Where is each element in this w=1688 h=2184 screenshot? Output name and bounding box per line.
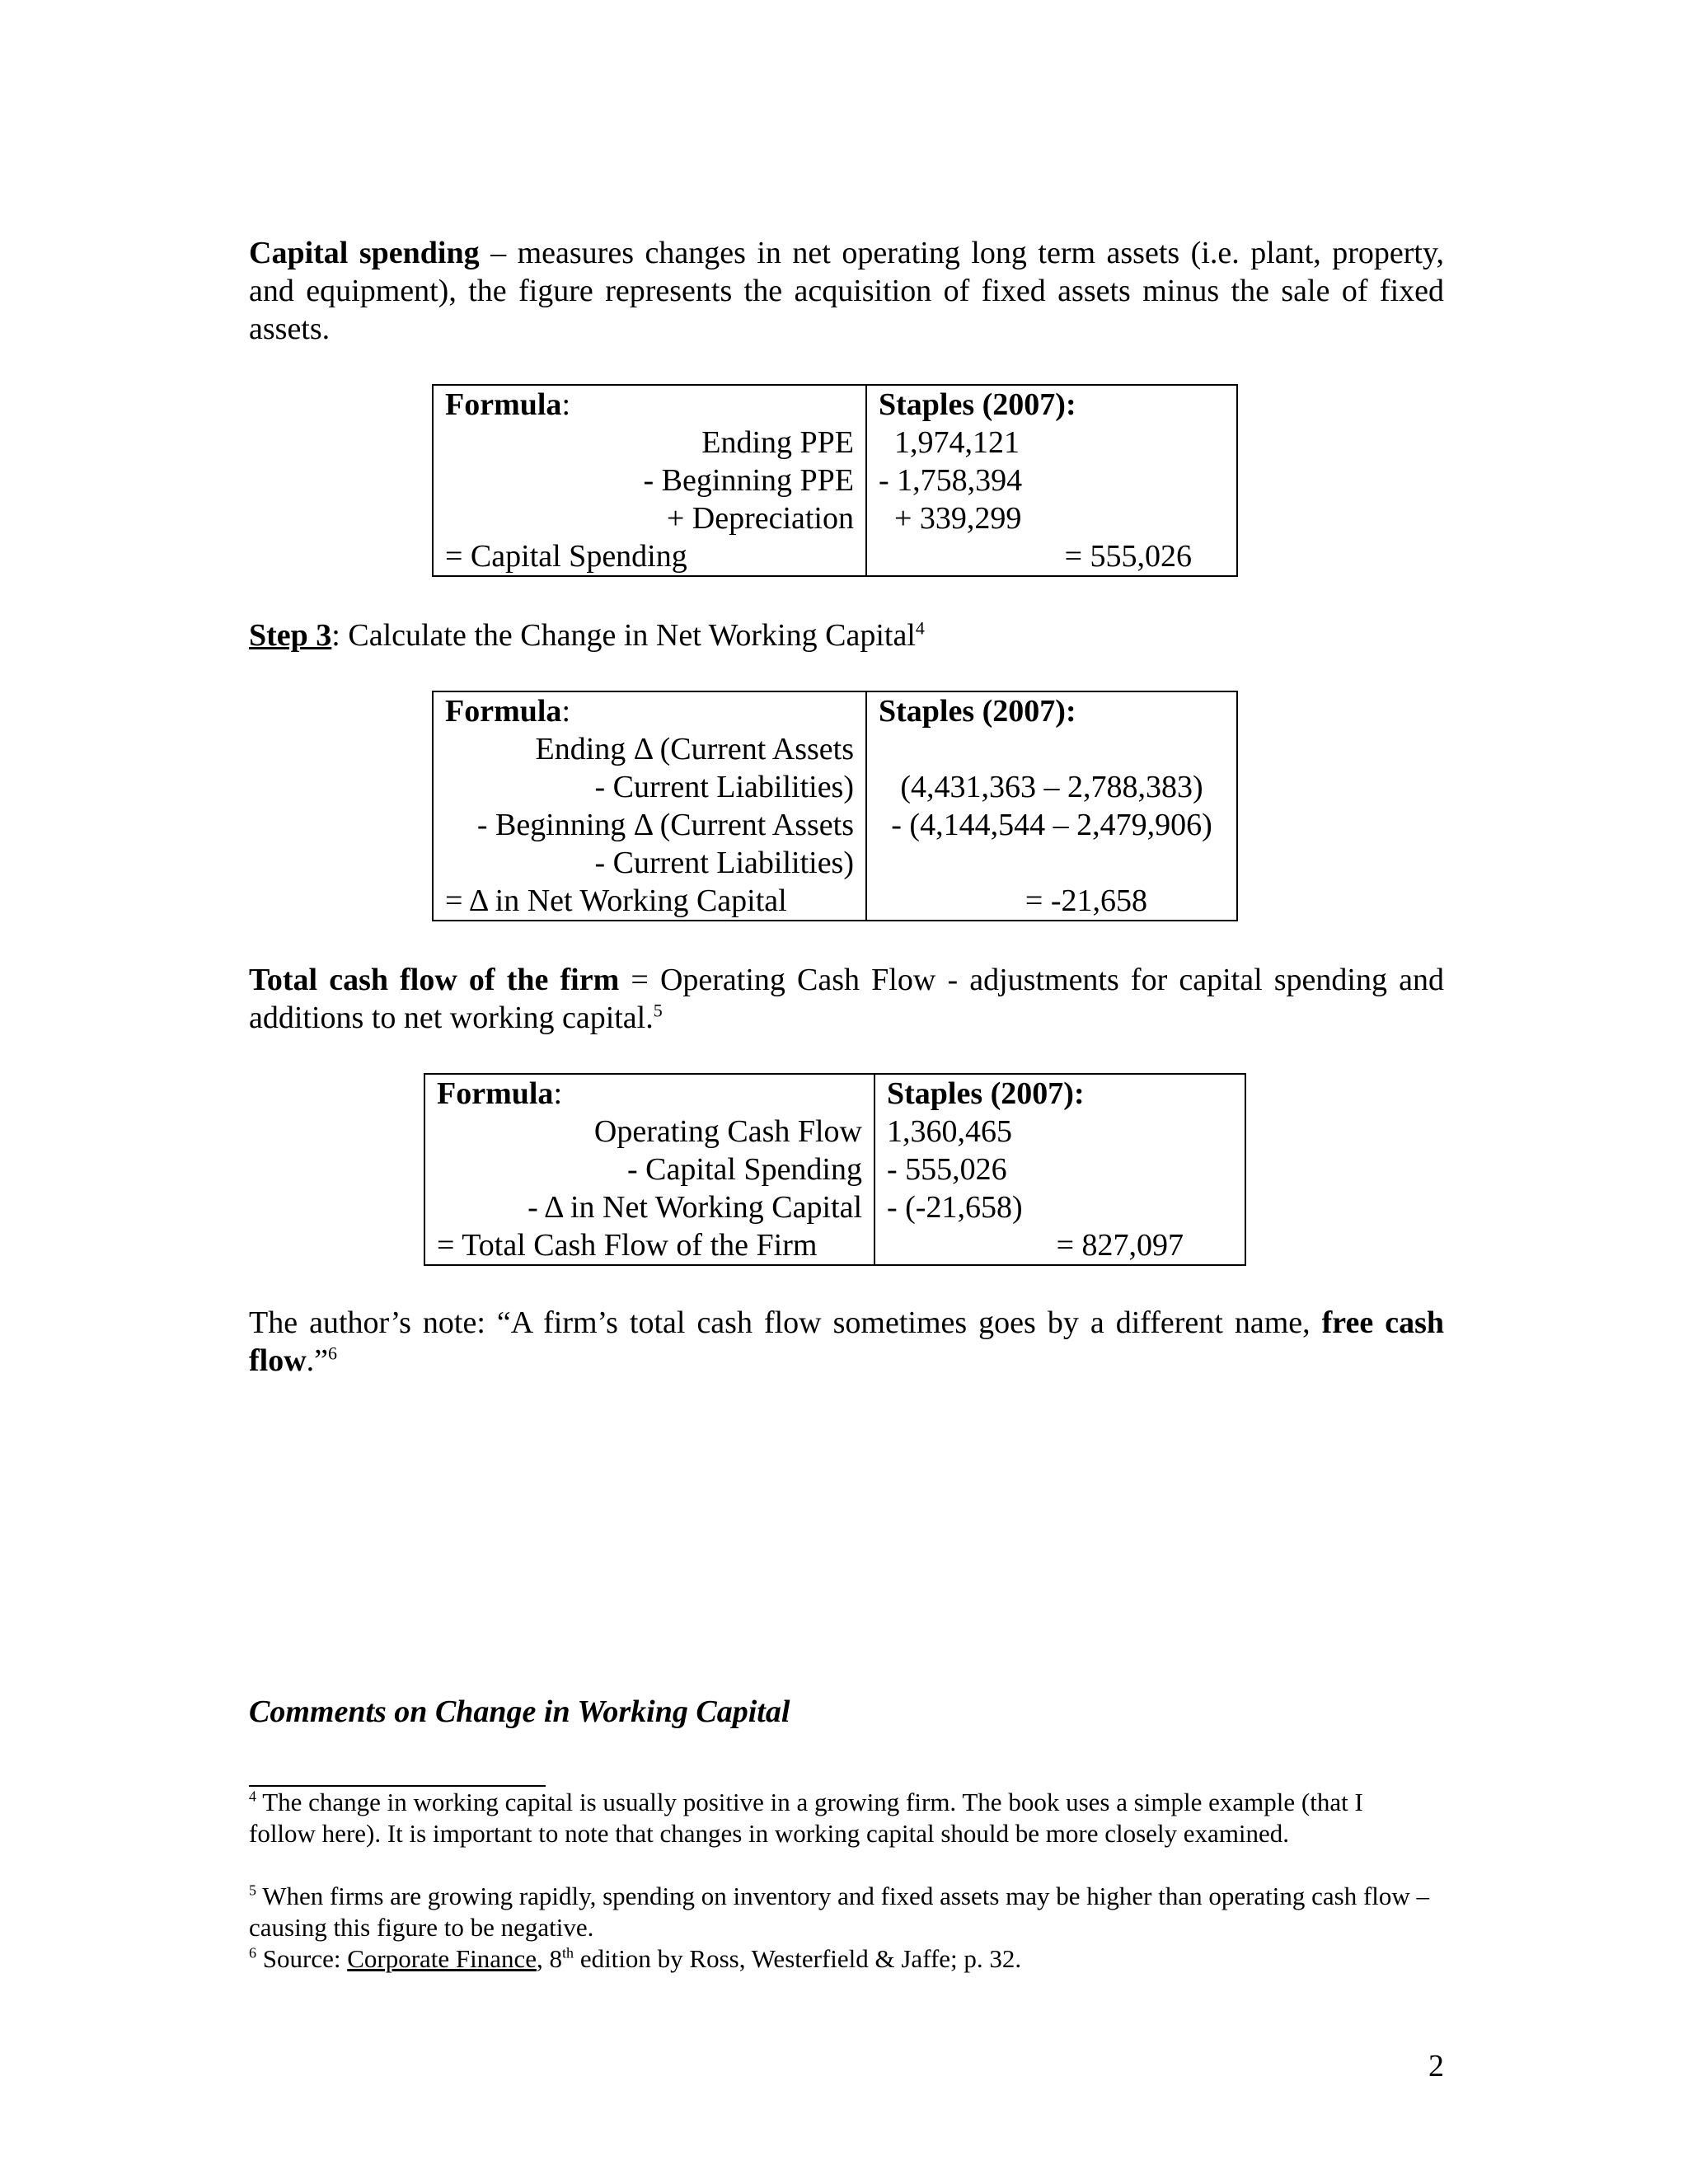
value-row: + 339,299 (879, 501, 1022, 536)
footnote-6: $^6$ Source: Corporate Finance, 8th edition by Ross, Westerfield & Jaffe; p. 32. (249, 1944, 1022, 1973)
value-row (879, 730, 1225, 768)
staples-label: Staples (2007): (887, 1076, 1085, 1111)
step3-text: : Calculate the Change in Net Working Capital (331, 618, 916, 653)
net-working-capital-table (432, 691, 1238, 921)
value-total: = 827,097 (1056, 1228, 1184, 1263)
value-total: = -21,658 (1025, 883, 1147, 918)
formula-total: = Capital Spending (445, 539, 687, 574)
formula-row: - Capital Spending (627, 1152, 862, 1187)
total-cash-flow-definition: = Operating Cash Flow - adjustments for capital spending and additions to net working capital. (249, 963, 1444, 1035)
footnote-ref: 6 (328, 1343, 338, 1364)
formula-row: - Current Liabilities) (594, 846, 854, 880)
formula-row: - Beginning PPE (643, 463, 854, 498)
staples-label: Staples (2007): (879, 694, 1076, 729)
total-cash-flow-table (424, 1073, 1246, 1266)
footnote-5: $^5$ When firms are growing rapidly, spending on inventory and fixed assets may be higher than operating cash flow – causing this figure to be negative. (249, 1882, 1430, 1942)
formula-total: = Δ in Net Working Capital (445, 883, 787, 918)
staples-column (866, 691, 1237, 921)
formula-column: Formula: Ending Δ (Current Assets - Current Liabilities) - Beginning Δ (Current Assets - Current Liabilities) = Δ in Net Working Capital (433, 691, 866, 921)
total-cash-flow-paragraph (249, 961, 1444, 1037)
staples-column (866, 385, 1237, 576)
formula-row: - Current Liabilities) (594, 770, 854, 804)
formula-row: + Depreciation (666, 501, 854, 536)
authors-note-paragraph: The author’s note: “A firm’s total cash flow sometimes goes by a different name, free cash flow.”$^6$ (249, 1305, 1445, 1378)
value-row: (4,431,363 – 2,788,383) (900, 770, 1203, 804)
total-cash-flow-term: Total cash flow of the firm (249, 963, 620, 997)
value-row: - 555,026 (887, 1152, 1007, 1187)
section-title: Comments on Change in Working Capital (249, 1694, 790, 1729)
value-row: - (-21,658) (887, 1190, 1023, 1225)
value-row: - (4,144,544 – 2,479,906) (891, 808, 1212, 842)
footnote-ref: 5 (653, 1000, 663, 1021)
value-row: 1,360,465 (887, 1114, 1012, 1149)
formula-label: Formula (437, 1076, 554, 1111)
formula-row: - Δ in Net Working Capital (528, 1190, 862, 1225)
capital-spending-definition: – measures changes in net operating long term assets (i.e. plant, property, and equipment), the figure represents the acquisition of fixed assets minus the sale of fixed assets. (249, 236, 1444, 346)
formula-label: Formula (445, 387, 562, 422)
value-row: - 1,758,394 (879, 463, 1023, 498)
value-total: = 555,026 (1064, 539, 1192, 574)
book-title: Corporate Finance (347, 1944, 537, 1973)
capital-spending-term: Capital spending (249, 236, 480, 270)
value-row (879, 844, 1225, 882)
free-cash-flow-term: free cash flow (249, 1305, 1445, 1378)
authors-note-text: The author’s note: “A firm’s total cash flow sometimes goes by a different name, (249, 1305, 1311, 1340)
value-row: 1,974,121 (879, 425, 1020, 460)
step3-label: Step 3 (249, 618, 332, 653)
formula-row: - Beginning Δ (Current Assets (476, 808, 854, 842)
formula-row: Operating Cash Flow (593, 1114, 862, 1149)
formula-row: Ending PPE (701, 425, 854, 460)
footnote-ref: 4 (915, 617, 925, 639)
footnote-4: $^4$ The change in working capital is usually positive in a growing firm. The book uses a simple example (that I follow here). It is important to note that changes in working capital should be more closely examined. (249, 1788, 1363, 1848)
formula-label: Formula (445, 694, 562, 729)
step3-heading (249, 616, 925, 654)
formula-total: = Total Cash Flow of the Firm (437, 1228, 818, 1263)
capital-spending-paragraph (249, 234, 1444, 348)
staples-column (874, 1074, 1245, 1265)
formula-row: Ending Δ (Current Assets (535, 732, 854, 766)
capital-spending-table (432, 384, 1238, 577)
page-number: 2 (1428, 2049, 1444, 2083)
formula-column: Formula: Operating Cash Flow - Capital Spending - Δ in Net Working Capital = Total Cash Flow of the Firm (424, 1074, 874, 1265)
staples-label: Staples (2007): (879, 387, 1076, 422)
formula-column: Formula: Ending PPE - Beginning PPE + Depreciation = Capital Spending (433, 385, 866, 576)
